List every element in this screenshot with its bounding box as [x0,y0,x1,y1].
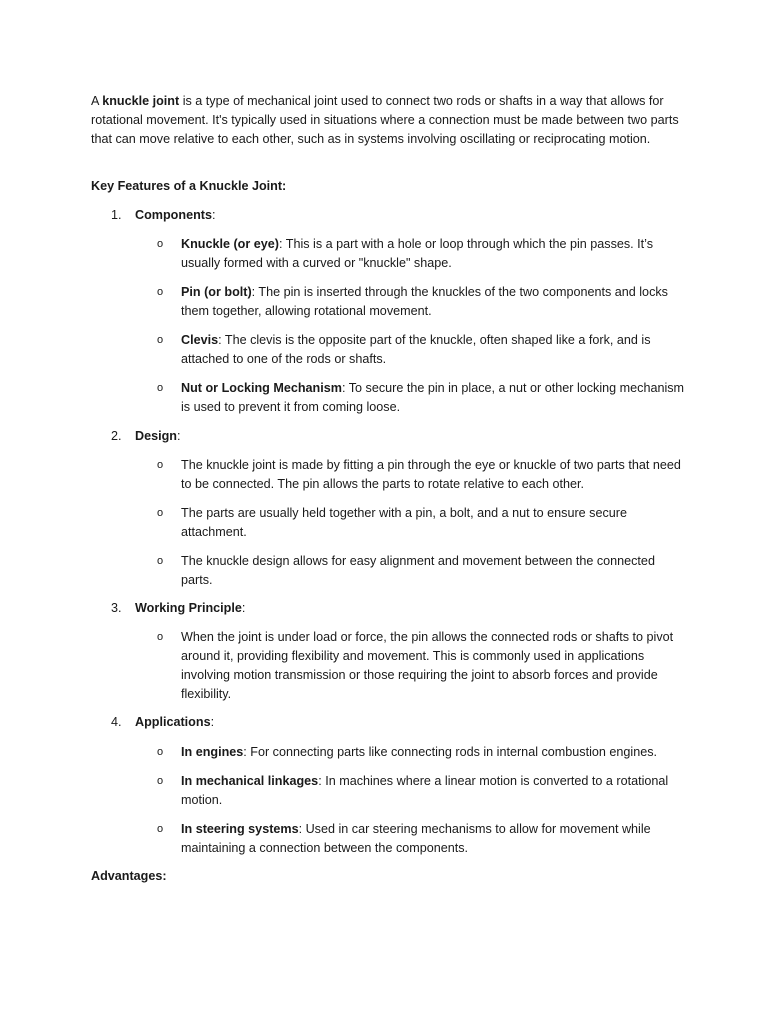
bullet-marker: o [157,238,164,250]
list-item [157,456,687,494]
section-title-suffix: : [177,429,181,443]
section-number: 4. [111,715,122,729]
item-term: In engines [181,745,244,759]
section-3-heading [111,599,245,618]
item-term: In mechanical linkages [181,774,319,788]
list-item [157,552,687,590]
item-text: : Used in car steering mechanisms to allow for movement while maintaining a connection between the components. [181,822,651,855]
bullet-marker: o [157,507,164,519]
list-item [157,772,687,810]
advantages-heading: Advantages: [91,869,167,883]
intro-text: is a type of mechanical joint used to connect two rods or shafts in a way that allows for rotational movement. It's typically used in situations where a connection must be made between two parts that can move relative to each other, such as in systems involving oscillating or reciprocating motion. [91,94,679,146]
bullet-marker: o [157,382,164,394]
section-number: 2. [111,429,122,443]
section-title: Working Principle [135,601,242,615]
item-text: The knuckle joint is made by fitting a pin through the eye or knuckle of two parts that need to be connected. The pin allows the parts to rotate relative to each other. [181,458,681,491]
section-number: 3. [111,601,122,615]
intro-paragraph [91,92,691,149]
list-item [157,331,687,369]
list-item [157,235,687,273]
item-text: The knuckle design allows for easy alignment and movement between the connected parts. [181,554,655,587]
item-term: In steering systems [181,822,299,836]
item-text: : The pin is inserted through the knuckles of the two components and locks them together, allowing rotational movement. [181,285,668,318]
item-text: When the joint is under load or force, the pin allows the connected rods or shafts to pivot around it, providing flexibility and movement. This is commonly used in applications involving motion transmission or those requiring the joint to absorb forces and provide flexibility. [181,630,674,701]
section-2-heading [111,427,181,446]
item-text: : For connecting parts like connecting rods in internal combustion engines. [243,745,658,759]
item-text: : In machines where a linear motion is converted to a rotational motion. [181,774,669,807]
section-title: Components [135,208,212,222]
section-title: Design [135,429,177,443]
item-term: Nut or Locking Mechanism [181,381,342,395]
bullet-marker: o [157,334,164,346]
section-1-heading [111,206,215,225]
item-term: Clevis [181,333,219,347]
bullet-marker: o [157,746,164,758]
item-text: : This is a part with a hole or loop through which the pin passes. It’s usually formed with a curved or "knuckle" shape. [181,237,654,270]
bullet-marker: o [157,459,164,471]
list-item [157,379,687,417]
item-text: : To secure the pin in place, a nut or other locking mechanism is used to prevent it from coming loose. [181,381,685,414]
section-title: Applications [135,715,211,729]
list-item [157,628,687,704]
section-title-suffix: : [211,208,216,222]
intro-article: A [91,94,99,108]
list-item [157,283,687,321]
bullet-marker: o [157,631,164,643]
section-title-suffix: : [241,601,246,615]
intro-term: knuckle joint [102,94,180,108]
list-item [157,820,687,858]
item-text: : The clevis is the opposite part of the knuckle, often shaped like a fork, and is attached to one of the rods or shafts. [181,333,651,366]
section-number: 1. [111,208,122,222]
bullet-marker: o [157,286,164,298]
item-text: The parts are usually held together with a pin, a bolt, and a nut to ensure secure attachment. [181,506,627,539]
bullet-marker: o [157,775,164,787]
section-4-heading [111,713,214,732]
bullet-marker: o [157,823,164,835]
item-term: Pin (or bolt) [181,285,252,299]
bullet-marker: o [157,555,164,567]
item-term: Knuckle (or eye) [181,237,279,251]
section-title-suffix: : [210,715,215,729]
key-features-heading: Key Features of a Knuckle Joint: [91,179,287,193]
list-item [157,743,687,762]
list-item [157,504,687,542]
